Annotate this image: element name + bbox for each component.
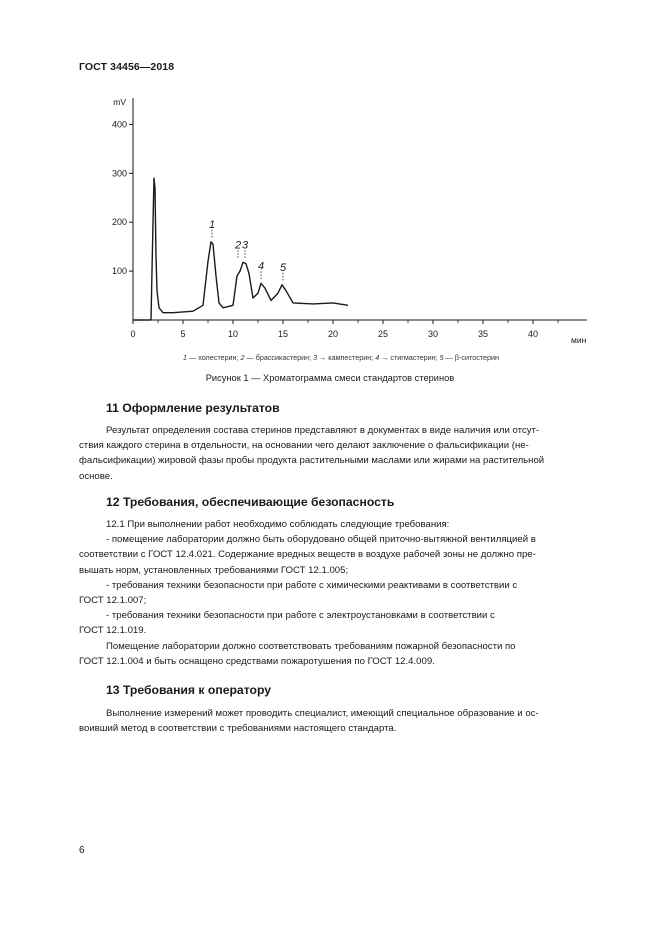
section-13-heading: 13 Требования к оператору — [106, 683, 272, 697]
y-tick-label: 300 — [111, 168, 127, 179]
x-tick-label: 35 — [477, 329, 489, 339]
text-line: воивший метод в соответствии с требованиями настоящего стандарта. — [79, 723, 397, 735]
section-12-body — [79, 517, 613, 669]
text-line: ГОСТ 12.1.004 и быть оснащено средствами пожаротушения по ГОСТ 12.4.009. — [79, 655, 435, 667]
x-tick-label: 25 — [377, 329, 389, 339]
section-13-body — [79, 706, 613, 736]
x-tick-label: 20 — [327, 329, 339, 339]
text-line: - требования техники безопасности при работе с электроустановками в соответствии с — [106, 610, 495, 622]
figure-caption: Рисунок 1 — Хроматограмма смеси стандартов стеринов — [205, 373, 455, 383]
section-11-heading: 11 Оформление результатов — [106, 401, 280, 415]
legend-item: 4 → стигмастерин; — [375, 353, 438, 362]
text-line: - требования техники безопасности при работе с химическими реактивами в соответствии с — [106, 579, 518, 591]
peak-label: 3 — [241, 239, 249, 252]
x-tick-label: 10 — [227, 329, 239, 339]
document-header: ГОСТ 34456—2018 — [79, 61, 175, 73]
text-line: Результат определения состава стеринов представляют в документах в виде наличия или отсут- — [106, 425, 540, 436]
x-tick-label: 5 — [180, 329, 186, 339]
legend-item: 1 — холестерин; — [183, 353, 239, 362]
text-line: Помещение лаборатории должно соответствовать требованиям пожарной безопасности по — [106, 640, 516, 652]
text-line: ГОСТ 12.1.007; — [79, 595, 147, 607]
text-line: основе. — [79, 470, 113, 482]
y-axis-label: mV — [113, 97, 126, 107]
y-tick-label: 100 — [111, 266, 127, 277]
text-line: соответствии с ГОСТ 12.4.021. Содержание вредных веществ в воздухе рабочей зоны не должно пре- — [79, 549, 536, 561]
text-line: Выполнение измерений может проводить специалист, имеющий специальное образование и ос- — [106, 708, 539, 719]
section-11-body — [79, 423, 613, 484]
peak-label: 2 — [234, 239, 242, 252]
page-number: 6 — [79, 845, 85, 856]
x-tick-label: 0 — [130, 329, 136, 339]
text-line: вышать норм, установленных требованиями ГОСТ 12.1.005; — [79, 564, 349, 576]
text-line: ствия каждого стерина в отдельности, на основании чего делают заключение о фальсификации (не- — [79, 440, 529, 452]
text-line: фальсификации) жировой фазы пробы продукта растительными маслами или жирами на растительной — [79, 455, 545, 467]
peak-label: 5 — [279, 261, 287, 274]
y-tick-label: 400 — [111, 119, 127, 130]
x-axis-label: мин — [571, 335, 587, 345]
legend-item: 3 → кампестерин; — [313, 353, 374, 362]
section-12-heading: 12 Требования, обеспечивающие безопасность — [106, 495, 395, 509]
x-tick-label: 30 — [427, 329, 439, 339]
text-line: ГОСТ 12.1.019. — [79, 625, 147, 637]
x-tick-label: 40 — [527, 329, 539, 339]
peak-label: 1 — [208, 218, 216, 231]
text-line: 12.1 При выполнении работ необходимо соблюдать следующие требования: — [106, 519, 450, 530]
peak-label: 4 — [257, 260, 265, 273]
legend-item: 2 — брассикастерин; — [240, 353, 312, 362]
chart-legend — [96, 353, 586, 362]
legend-item: 5 — β-ситостерин — [439, 353, 499, 362]
x-tick-label: 15 — [277, 329, 289, 339]
chromatogram-chart — [100, 92, 590, 350]
text-line: - помещение лаборатории должно быть оборудовано общей приточно-вытяжной вентиляцией в — [106, 534, 536, 546]
y-tick-label: 200 — [111, 217, 127, 228]
